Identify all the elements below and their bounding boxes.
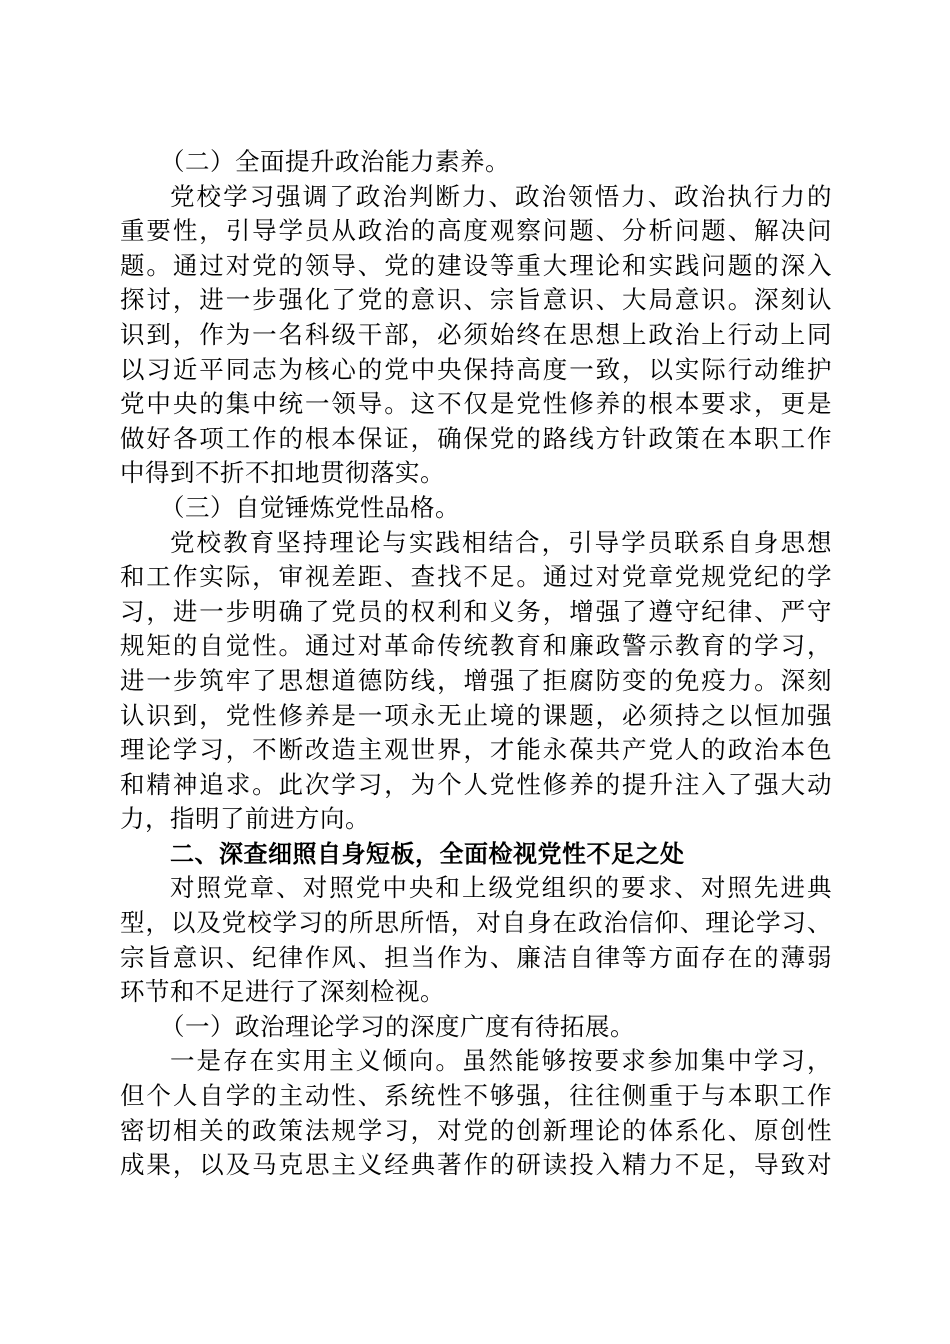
section-heading: 二、深查细照自身短板，全面检视党性不足之处 xyxy=(170,839,685,868)
text-line: 党校学习强调了政治判断力、政治领悟力、政治执行力的 xyxy=(170,181,832,211)
text-line: 习，进一步明确了党员的权利和义务，增强了遵守纪律、严守 xyxy=(120,596,832,626)
text-line: 中得到不折不扣地贯彻落实。 xyxy=(120,458,445,488)
text-line: 宗旨意识、纪律作风、担当作为、廉洁自律等方面存在的薄弱 xyxy=(120,942,832,972)
text-line: 识到，作为一名科级干部，必须始终在思想上政治上行动上同 xyxy=(120,319,832,349)
text-line: 规矩的自觉性。通过对革命传统教育和廉政警示教育的学习， xyxy=(120,631,832,661)
text-line: 做好各项工作的根本保证，确保党的路线方针政策在本职工作 xyxy=(120,423,832,453)
document-page xyxy=(120,145,832,1183)
text-line: 理论学习，不断改造主观世界，才能永葆共产党人的政治本色 xyxy=(120,735,832,765)
section-heading: （三）自觉锤炼党性品格。 xyxy=(160,492,460,522)
document-body xyxy=(120,145,832,1183)
text-line: 重要性，引导学员从政治的高度观察问题、分析问题、解决问 xyxy=(120,216,832,246)
text-line: 题。通过对党的领导、党的建设等重大理论和实践问题的深入 xyxy=(120,250,832,280)
text-line: 但个人自学的主动性、系统性不够强，往往侧重于与本职工作 xyxy=(120,1081,832,1111)
text-line: 型，以及党校学习的所思所悟，对自身在政治信仰、理论学习、 xyxy=(120,908,832,938)
text-line: 力，指明了前进方向。 xyxy=(120,804,370,834)
text-line: 进一步筑牢了思想道德防线，增强了拒腐防变的免疫力。深刻 xyxy=(120,665,832,695)
text-line: 党中央的集中统一领导。这不仅是党性修养的根本要求，更是 xyxy=(120,389,832,419)
text-line: 环节和不足进行了深刻检视。 xyxy=(120,977,445,1007)
text-line: 党校教育坚持理论与实践相结合，引导学员联系自身思想 xyxy=(170,527,832,557)
text-line: 对照党章、对照党中央和上级党组织的要求、对照先进典 xyxy=(170,873,832,903)
section-heading: （二）全面提升政治能力素养。 xyxy=(160,147,510,176)
text-line: 和精神追求。此次学习，为个人党性修养的提升注入了强大动 xyxy=(120,769,832,799)
section-heading: （一）政治理论学习的深度广度有待拓展。 xyxy=(160,1011,635,1041)
text-line: 和工作实际，审视差距、查找不足。通过对党章党规党纪的学 xyxy=(120,562,832,592)
text-line: 以习近平同志为核心的党中央保持高度一致，以实际行动维护 xyxy=(120,354,832,384)
text-line: 探讨，进一步强化了党的意识、宗旨意识、大局意识。深刻认 xyxy=(120,285,832,315)
text-line: 密切相关的政策法规学习，对党的创新理论的体系化、原创性 xyxy=(120,1115,832,1145)
text-line: 成果，以及马克思主义经典著作的研读投入精力不足，导致对 xyxy=(120,1150,832,1180)
text-line: 认识到，党性修养是一项永无止境的课题，必须持之以恒加强 xyxy=(120,700,832,730)
text-line: 一是存在实用主义倾向。虽然能够按要求参加集中学习， xyxy=(170,1046,832,1076)
